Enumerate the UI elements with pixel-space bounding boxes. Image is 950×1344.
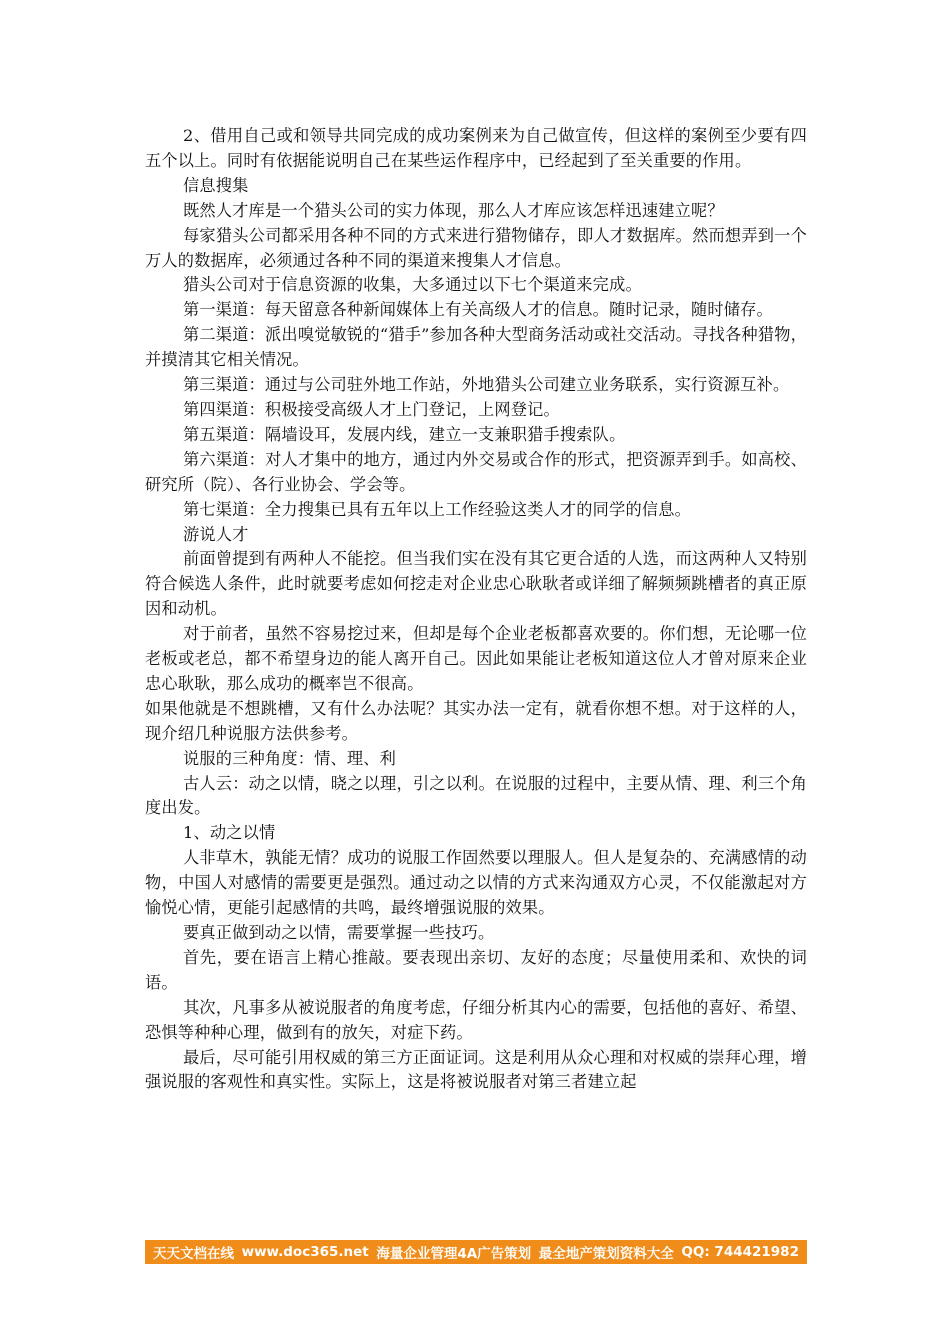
footer-site-name: 天天文档在线 <box>153 1246 234 1262</box>
footer-url-link[interactable]: www.doc365.net <box>241 1244 369 1260</box>
channel-3-paragraph: 第三渠道：通过与公司驻外地工作站，外地猎头公司建立业务联系，实行资源互补。 <box>183 375 790 395</box>
channel-5-paragraph: 第五渠道：隔墙设耳，发展内线，建立一支兼职猎手搜索队。 <box>183 424 626 444</box>
subsection-heading-emotion: 1、动之以情 <box>183 823 276 843</box>
channel-2-paragraph: 第二渠道：派出嗅觉敏锐的“猎手”参加各种大型商务活动或社交活动。寻找各种猎物，并摸清其它相关情况。 <box>145 325 807 370</box>
paragraph: 既然人才库是一个猎头公司的实力体现，那么人才库应该怎样迅速建立呢？ <box>183 200 724 220</box>
paragraph: 对于前者，虽然不容易挖过来，但却是每个企业老板都喜欢要的。你们想，无论哪一位老板或老总，都不希望身边的能人离开自己。因此如果能让老板知道这位人才曾对原来企业忠心耿耿，那么成功的概率岂不很高。 <box>145 624 807 693</box>
paragraph: 2、借用自己或和领导共同完成的成功案例来为自己做宣传，但这样的案例至少要有四五个以上。同时有依据能说明自己在某些运作程序中，已经起到了至关重要的作用。 <box>145 126 807 170</box>
channel-6-paragraph: 第六渠道：对人才集中的地方，通过内外交易或合作的形式，把资源弄到手。如高校、研究所（院）、各行业协会、学会等。 <box>145 449 807 494</box>
paragraph: 要真正做到动之以情，需要掌握一些技巧。 <box>183 923 495 942</box>
paragraph: 其次，凡事多从被说服者的角度考虑，仔细分析其内心的需要，包括他的喜好、希望、恐惧等种种心理，做到有的放矢，对症下药。 <box>145 997 807 1042</box>
paragraph: 古人云：动之以情，晓之以理，引之以利。在说服的过程中，主要从情、理、利三个角度出发。 <box>145 773 807 818</box>
channel-1-paragraph: 第一渠道：每天留意各种新闻媒体上有关高级人才的信息。随时记录，随时储存。 <box>183 300 773 320</box>
paragraph: 最后，尽可能引用权威的第三方正面证词。这是利用从众心理和对权威的崇拜心理，增强说服的客观性和真实性。实际上，这是将被说服者对第三者建立起 <box>145 1047 807 1092</box>
footer-ad-banner[interactable] <box>145 1240 807 1264</box>
paragraph: 前面曾提到有两种人不能挖。但当我们实在没有其它更合适的人选，而这两种人又特别符合候选人条件，此时就要考虑如何挖走对企业忠心耿耿者或详细了解频频跳槽者的真正原因和动机。 <box>145 549 807 619</box>
section-heading-three-angles: 说服的三种角度：情、理、利 <box>183 748 397 768</box>
footer-slogan-2: 最全地产策划资料大全 <box>538 1246 674 1262</box>
paragraph: 首先，要在语言上精心推敲。要表现出亲切、友好的态度；尽量使用柔和、欢快的词语。 <box>145 947 807 992</box>
section-heading-persuade-talent: 游说人才 <box>183 524 249 544</box>
document-body <box>145 124 807 1095</box>
channel-7-paragraph: 第七渠道：全力搜集已具有五年以上工作经验这类人才的同学的信息。 <box>183 499 692 519</box>
paragraph: 每家猎头公司都采用各种不同的方式来进行猎物储存，即人才数据库。然而想弄到一个万人的数据库，必须通过各种不同的渠道来搜集人才信息。 <box>145 225 807 270</box>
channel-4-paragraph: 第四渠道：积极接受高级人才上门登记，上网登记。 <box>183 399 560 419</box>
footer-slogan-1: 海量企业管理4A广告策划 <box>376 1246 532 1262</box>
paragraph: 如果他就是不想跳槽，又有什么办法呢？其实办法一定有，就看你想不想。对于这样的人，现介绍几种说服方法供参考。 <box>145 698 807 743</box>
footer-qq: QQ: 744421982 <box>681 1244 799 1260</box>
paragraph: 人非草木，孰能无情？成功的说服工作固然要以理服人。但人是复杂的、充满感情的动物，中国人对感情的需要更是强烈。通过动之以情的方式来沟通双方心灵，不仅能激起对方愉悦心情，更能引起感情的共鸣，最终增强说服的效果。 <box>145 848 807 918</box>
section-heading-info-collection: 信息搜集 <box>183 175 249 195</box>
paragraph: 猎头公司对于信息资源的收集，大多通过以下七个渠道来完成。 <box>183 275 642 295</box>
